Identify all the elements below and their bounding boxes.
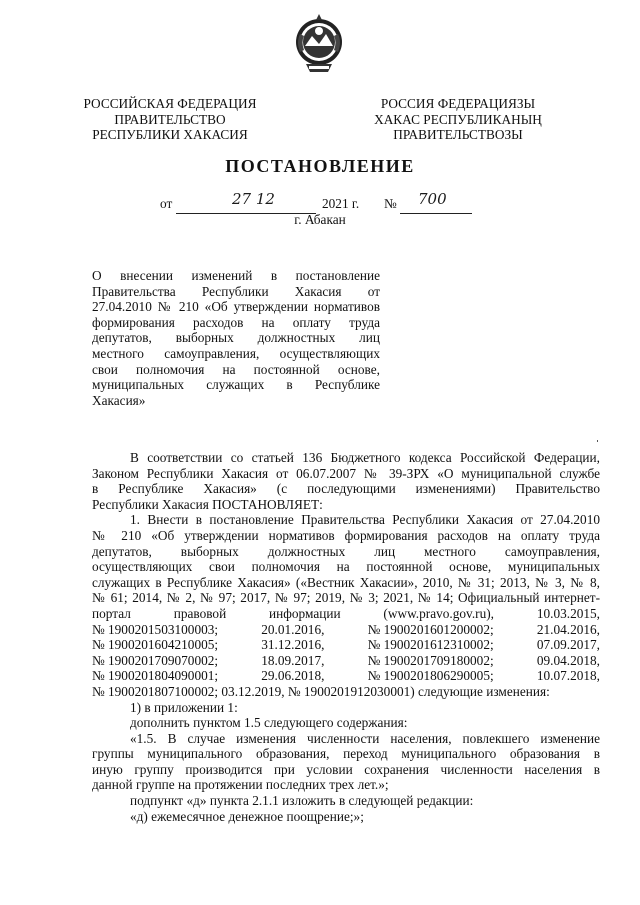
preamble-line: в Республике Хакасия» (с последующими изменениями) Правительство [92, 481, 600, 497]
subitem-1-text: дополнить пунктом 1.5 следующего содержания: [130, 715, 408, 731]
point1-line: 1. Внести в постановление Правительства Республики Хакасия от 27.04.2010 [130, 512, 600, 528]
subject-line: Правительства Республики Хакасия от [92, 283, 380, 299]
header-right-line: ХАКАС РЕСПУБЛИКАНЫҢ [374, 111, 542, 127]
document-title: ПОСТАНОВЛЕНИЕ [225, 156, 415, 176]
point1-line: № 61; 2014, № 2, № 97; 2017, № 97; 2019, № 3; 2021, № 14; Официальный интернет- [92, 590, 600, 606]
point15-line: группы муниципального образования, переход муниципального образования в [92, 746, 600, 762]
publication-cell: № 1900201804090001; [92, 668, 219, 684]
publication-cell: № 1900201806290005; [367, 668, 494, 684]
publication-cell: 31.12.2016, [261, 637, 325, 653]
point1-line: служащих в Республике Хакасия» («Вестник Хакасии», 2010, № 31; 2013, № 3, № 8, [92, 574, 600, 590]
point15-line: данной группе на протяжении последних трех лет.»; [92, 777, 389, 793]
margin-mark [597, 440, 598, 442]
publication-cell: № 1900201503100003; [92, 621, 219, 637]
handwritten-date: 27 12 [232, 190, 275, 208]
publication-cell: 29.06.2018, [261, 668, 325, 684]
subitem-d-text: «д) ежемесячное денежное поощрение;»; [130, 808, 364, 824]
from-label: от [160, 196, 173, 211]
point15-line: иную группу производится при условии сохранения численности населения в [92, 761, 600, 777]
header-left [60, 96, 280, 143]
publication-cell: № 1900201709180002; [367, 652, 494, 668]
subject-line: свои полномочия на постоянной основе, [92, 361, 380, 377]
subject-line: Хакасия» [92, 392, 146, 408]
publication-cell: № 1900201709070002; [92, 652, 219, 668]
publication-row [92, 653, 600, 669]
publication-cell: 09.04.2018, [536, 652, 600, 668]
preamble-line: В соответствии со статьей 136 Бюджетного кодекса Российской Федерации, [130, 450, 600, 465]
publication-last-line: № 1900201807100002; 03.12.2019, № 1900201912030001) следующие изменения: [92, 683, 550, 699]
header-left-line: РОССИЙСКАЯ ФЕДЕРАЦИЯ [83, 96, 257, 111]
subject-line: муниципальных служащих в Республике [92, 377, 380, 393]
header-right-line: РОССИЯ ФЕДЕРАЦИЯЗЫ [380, 96, 536, 111]
publication-cell: 07.09.2017, [536, 637, 600, 653]
subitem-d-intro: подпункт «д» пункта 2.1.1 изложить в следующей редакции: [130, 793, 474, 809]
publication-row [92, 637, 600, 653]
subject-line: депутатов, выборных должностных лиц [92, 330, 380, 346]
header-left-line: РЕСПУБЛИКИ ХАКАСИЯ [92, 127, 248, 142]
subitem-1: 1) в приложении 1: [130, 699, 238, 715]
document-body [92, 450, 600, 824]
year-label: 2021 г. [322, 196, 360, 211]
subject-line: местного самоуправления, осуществляющих [92, 345, 380, 361]
publication-row [92, 668, 600, 684]
subject-line: 27.04.2010 № 210 «Об утверждении нормативов [92, 299, 380, 315]
subject-line: формирования расходов на оплату труда [92, 314, 380, 330]
preamble-line: Республики Хакасия ПОСТАНОВЛЯЕТ: [92, 496, 323, 512]
publication-cell: № 1900201612310002; [367, 637, 494, 653]
header-left-line: ПРАВИТЕЛЬСТВО [114, 111, 226, 127]
publication-cell: 10.07.2018, [536, 668, 600, 684]
header-right-line: ПРАВИТЕЛЬСТВОЗЫ [393, 127, 523, 142]
coat-of-arms-emblem-icon [292, 14, 346, 82]
city-line: г. Абакан [294, 212, 346, 227]
point1-line: осуществляющих свои полномочия на постоянной основе, муниципальных [92, 559, 600, 575]
point15-line: «1.5. В случае изменения численности населения, повлекшего изменение [130, 730, 600, 746]
publication-cell: № 1900201604210005; [92, 637, 219, 653]
subject-line: О внесении изменений в постановление [92, 268, 380, 283]
point1-line: № 210 «Об утверждении нормативов формирования расходов на оплату труда [92, 527, 600, 543]
publication-cell: 20.01.2016, [261, 621, 325, 637]
handwritten-number: 700 [418, 190, 447, 208]
point1-line: портал правовой информации (www.pravo.gov.ru), 10.03.2015, [92, 605, 600, 621]
preamble-line: Законом Республики Хакасия от 06.07.2007 № 39-ЗРХ «О муниципальной службе [92, 465, 600, 481]
publication-cell: 21.04.2016, [536, 621, 600, 637]
publication-row [92, 622, 600, 638]
publication-cell: 18.09.2017, [261, 652, 325, 668]
publication-cell: № 1900201601200002; [367, 621, 494, 637]
subject-block [92, 268, 380, 408]
number-label: № [384, 196, 397, 211]
point1-line: депутатов, выборных должностных лиц местного самоуправления, [92, 543, 600, 559]
header-right [348, 96, 568, 143]
